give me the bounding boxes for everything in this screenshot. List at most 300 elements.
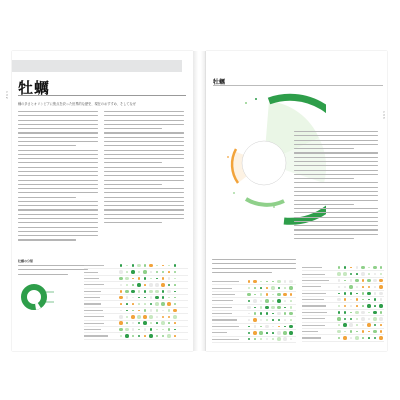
rating-dot [174,291,176,293]
rating-dot [253,280,257,284]
rating-dot [278,287,281,290]
rating-dot [174,284,176,286]
rating-dot [132,310,134,312]
rating-dot [156,265,158,267]
rating-dot [162,265,164,267]
lede-text: 種の多さとオリンピアに焦点を絞った世界的な歴史、現在のおすすめ、そしてなぜ [18,102,136,106]
rating-dot [272,326,274,328]
rating-dot [350,273,353,276]
rating-dot [356,293,358,295]
rating-dot [338,305,341,308]
rating-dot [156,329,158,331]
table-cell [378,316,384,321]
rating-dot [248,287,251,290]
rating-dot [137,315,141,319]
rating-dot [350,330,353,333]
rating-dot [144,328,147,331]
rating-dot [350,305,352,307]
rating-dot [289,331,293,335]
rating-dot [144,264,147,267]
rating-dot [168,265,170,267]
rating-dot [362,292,365,295]
table-row-label [302,331,336,332]
table-row-label [84,323,118,324]
rating-dot [380,330,383,333]
rating-dot [266,338,269,341]
table-cell [172,333,178,338]
rating-dot [272,313,274,315]
rating-dot [374,305,376,307]
rating-dot [260,312,263,315]
rating-dot [174,303,177,306]
rating-dot [248,280,251,283]
rating-dot [277,331,281,335]
table-row [302,335,384,341]
rating-dot [356,305,358,307]
right-bottom-text [212,259,296,276]
rating-dot [355,336,359,340]
rating-dot [367,304,371,308]
table-cell [288,330,294,335]
rating-dot [355,279,359,283]
rating-dot [248,300,251,303]
rating-dot [174,264,177,267]
table-cell [378,297,384,302]
rating-dot [349,323,353,327]
rating-dot [338,293,340,295]
rating-dot [379,317,383,321]
table-row-label [302,274,336,275]
rating-dot [283,337,287,341]
rating-dot [162,316,165,319]
rating-dot [143,321,147,325]
rating-dot [368,312,370,314]
table-row-label [212,307,246,308]
rating-dot [132,264,135,267]
rating-dot [138,303,140,305]
table-row-label [84,272,118,273]
table-cell [172,282,178,287]
donut-chart-icon [20,279,60,315]
rating-dot [344,292,347,295]
rating-dot [344,311,347,314]
rating-dot [132,335,135,338]
rating-dot [343,336,347,340]
rating-dot [362,330,365,333]
rating-dot [271,286,275,290]
rating-dot [254,312,257,315]
rating-dot [162,271,165,274]
table-row-label [84,278,118,279]
rating-dot [344,280,346,282]
rating-dot [132,303,134,305]
rating-dot [149,315,153,319]
table-cell [172,314,178,319]
rating-dot [138,310,140,312]
taste-table-right-a [212,279,296,343]
rating-dot [344,298,347,301]
table-cell [288,337,294,342]
rating-dot [266,287,268,289]
rating-dot [350,337,352,339]
rating-dot [362,286,364,288]
table-cell [288,305,294,310]
rating-dot [248,326,250,328]
rating-dot [361,266,365,270]
rating-dot [156,309,159,312]
rating-dot [156,322,158,324]
table-cell [172,308,178,313]
rating-dot [173,315,177,319]
rating-dot [150,303,153,306]
rating-dot [120,303,122,305]
rating-dot [126,303,128,305]
chart-label: 牡蠣 [213,79,226,86]
table-row-label [84,291,118,292]
rating-dot [161,321,165,325]
rating-dot [272,281,274,283]
table-cell [172,302,178,307]
table-cell [288,292,294,297]
rating-dot [272,332,274,334]
rating-dot [247,293,251,297]
rating-dot [349,285,353,289]
rating-dot [162,290,165,293]
rating-dot [143,315,147,319]
rating-dot [344,266,347,269]
rating-dot [167,302,171,306]
rating-dot [284,319,286,321]
rating-dot [290,319,292,321]
rating-dot [367,279,371,283]
rating-dot [272,294,274,296]
rating-dot [126,284,129,287]
table-row-label [84,316,118,317]
rating-dot [362,324,364,326]
rating-dot [125,290,129,294]
rating-dot [120,290,123,293]
rating-dot [119,315,123,319]
table-row-label [212,313,246,314]
table-row-label [212,339,246,340]
rating-dot [162,296,165,299]
table-row-label [302,280,336,281]
rating-dot [266,319,269,322]
rating-dot [380,298,383,301]
rating-dot [338,266,341,269]
rating-dot [131,315,135,319]
table-row-label [212,332,246,333]
rating-dot [144,290,147,293]
rating-dot [337,317,341,321]
rating-dot [248,313,250,315]
rating-dot [362,299,364,301]
rating-dot [168,322,170,324]
table-row [212,337,296,343]
rating-dot [361,311,365,315]
rating-dot [344,286,346,288]
rating-dot [350,292,353,295]
rating-dot [356,331,358,333]
rating-dot [260,300,263,303]
rating-dot [132,297,134,299]
rating-dot [174,329,176,331]
table-cell [288,324,294,329]
rating-dot [137,283,141,287]
table-cell [172,327,178,332]
rating-dot [289,325,293,329]
rating-dot [260,293,263,296]
rating-dot [373,311,377,315]
table-cell [378,310,384,315]
rating-dot [162,310,164,312]
table-row-label [302,299,336,300]
rating-dot [277,306,281,310]
rating-dot [138,329,140,331]
rating-dot [260,319,263,322]
rating-dot [131,290,135,294]
rating-dot [374,324,377,327]
rating-dot [149,264,153,268]
table-cell [288,298,294,303]
rating-dot [119,296,123,300]
rating-dot [284,307,286,309]
table-cell [172,289,178,294]
rating-dot [254,325,257,328]
rating-dot [368,318,370,320]
table-cell [288,279,294,284]
rating-dot [161,302,165,306]
rating-dot [150,296,153,299]
table-row-label [84,284,118,285]
rating-dot [260,338,262,340]
rating-dot [149,283,153,287]
rating-dot [126,271,128,273]
body-text-column-1 [18,111,98,244]
rating-dot [168,271,170,273]
rating-dot [138,297,140,299]
rating-dot [168,284,171,287]
rating-dot [155,283,159,287]
rating-dot [144,277,147,280]
rating-dot [343,272,347,276]
table-row-label [84,303,118,304]
right-text-column [294,131,378,242]
rating-dot [167,290,171,294]
table-cell [378,304,384,309]
rating-dot [254,294,256,296]
rating-dot [248,332,251,335]
rating-dot [337,330,341,334]
rating-dot [248,319,250,321]
rating-dot [150,309,153,312]
rating-dot [144,297,146,299]
header-band [12,60,182,72]
rating-dot [368,299,370,301]
rating-dot [284,287,286,289]
rating-dot [356,286,358,288]
rating-dot [368,331,370,333]
rating-dot [253,299,257,303]
rating-dot [162,329,164,331]
rating-dot [356,298,359,301]
rating-dot [253,318,257,322]
rating-dot [168,277,171,280]
page-title: 牡蠣 [18,79,51,97]
rating-dot [367,323,371,327]
rating-dot [156,335,159,338]
table-row-label [302,337,336,338]
table-cell [172,263,178,268]
rating-dot [126,316,129,319]
rating-dot [174,322,176,324]
rating-dot [265,325,269,329]
table-cell [378,284,384,289]
rating-dot [362,305,364,307]
rating-dot [362,279,365,282]
rating-dot [131,270,135,274]
rating-dot [350,299,352,301]
rating-dot [337,298,341,302]
rating-dot [125,328,129,332]
table-row-label [84,310,118,311]
rating-dot [162,335,165,338]
rating-dot [119,277,123,281]
rating-dot [150,278,152,280]
rating-dot [284,326,286,328]
rating-dot [144,335,146,337]
rating-dot [174,278,176,280]
rating-dot [344,305,347,308]
rating-dot [260,287,262,289]
rating-dot [120,264,123,267]
table-row-label [84,329,118,330]
body-text-column-2 [104,111,184,227]
rating-dot [380,266,383,269]
rating-dot [120,335,123,338]
table-row-label [212,294,246,295]
sidebar-heading: 牡蠣の分類 [18,259,34,263]
table-cell [378,329,384,334]
rating-dot [265,299,269,303]
rating-dot [174,271,177,274]
rating-dot [290,306,293,309]
rating-dot [343,323,347,327]
rating-dot [253,331,257,335]
rating-dot [144,303,146,305]
rating-dot [284,300,286,302]
table-row-label [212,319,246,320]
rating-dot [119,328,123,332]
rating-dot [374,292,377,295]
table-cell [172,321,178,326]
rating-dot [132,328,135,331]
page-number-tab: 1 3 2 [5,91,9,99]
rating-dot [373,279,377,283]
rating-dot [156,271,159,274]
rating-dot [356,273,358,275]
right-page [206,51,387,351]
rating-dot [168,328,171,331]
rating-dot [290,338,292,340]
table-cell [378,278,384,283]
rating-dot [277,299,281,303]
rating-dot [168,309,171,312]
sidebar-text [18,259,88,278]
rating-dot [272,300,274,302]
rating-dot [289,312,293,316]
rating-dot [338,286,341,289]
table-cell [288,311,294,316]
rating-dot [144,284,146,286]
rating-dot [344,331,346,333]
table-row-label [212,326,246,327]
rating-dot [368,337,370,339]
rating-dot [149,290,153,294]
table-row-label [212,288,246,289]
table-row-label [302,293,336,294]
rating-dot [277,280,281,284]
rating-dot [126,310,128,312]
table-row-label [84,335,118,336]
table-row-label [302,325,336,326]
rating-dot [374,273,377,276]
rating-dot [132,284,134,286]
rating-dot [254,307,256,309]
rating-dot [290,293,293,296]
rating-dot [119,321,123,325]
rating-dot [150,328,153,331]
rating-dot [266,312,269,315]
rating-dot [379,292,383,296]
title-rule [18,95,186,96]
rating-dot [374,298,377,301]
rating-dot [271,306,275,310]
rating-dot [155,290,159,294]
rating-dot [173,309,177,313]
rating-dot [290,300,292,302]
rating-dot [126,265,128,267]
rating-dot [150,322,152,324]
rating-dot [266,281,268,283]
rating-dot [368,286,371,289]
table-cell [378,272,384,277]
rating-dot [379,336,383,340]
rating-dot [126,296,129,299]
rating-dot [259,331,263,335]
rating-dot [338,337,341,340]
rating-dot [278,326,280,328]
rating-dot [278,319,281,322]
rating-dot [126,322,128,324]
rating-dot [283,293,287,297]
rating-dot [254,338,256,340]
rating-dot [138,335,141,338]
rating-dot [143,270,147,274]
rating-dot [373,317,377,321]
left-page [5,51,193,351]
table-row-label [212,300,246,301]
rating-dot [368,273,370,275]
rating-dot [132,278,134,280]
rating-dot [265,306,269,310]
rating-dot [367,292,371,296]
table-cell [172,295,178,300]
table-cell [288,318,294,323]
rating-dot [150,271,152,273]
table-row-label [302,267,336,268]
rating-dot [161,283,165,287]
